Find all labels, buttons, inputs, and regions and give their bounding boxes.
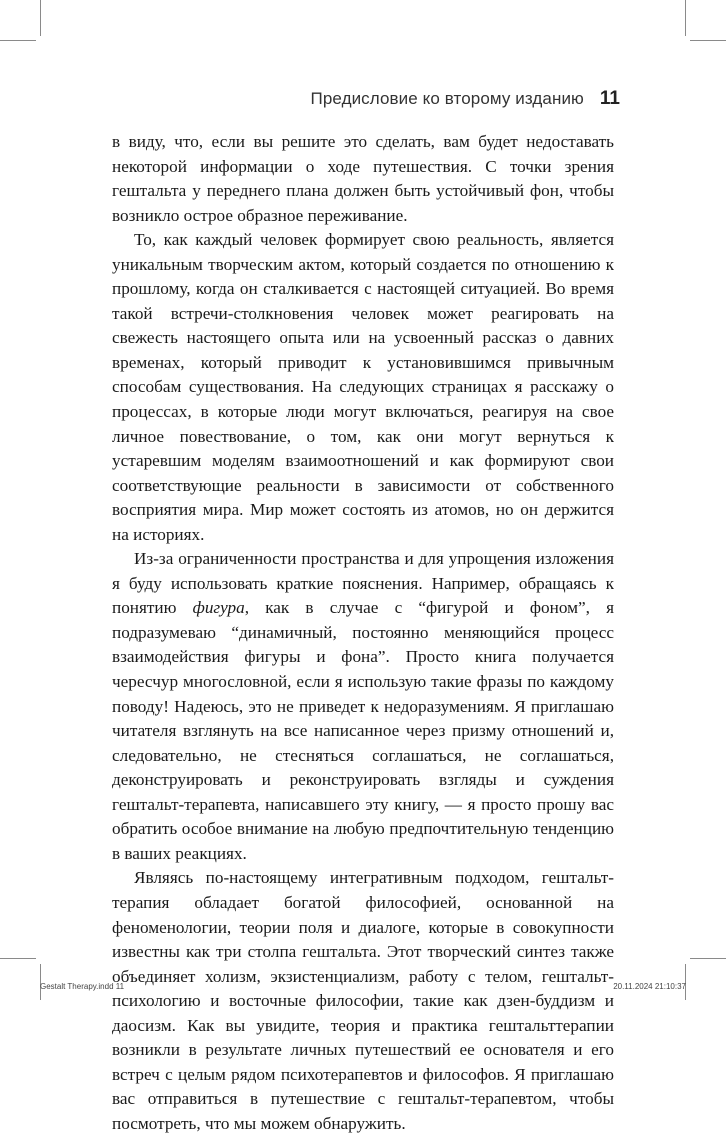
print-slug-timestamp: 20.11.2024 21:10:37 — [613, 982, 686, 991]
crop-mark-top-right — [685, 0, 686, 36]
print-slug-file: Gestalt Therapy.indd 11 — [40, 982, 125, 991]
paragraph-4: Являясь по-настоящему интегративным подходом, гештальт-терапия обладает богатой философией, основанной на феноменологии, теории поля и диалоге, которые в совокупности известны как три столпа гештальта. Этот творческий синтез также объединяет холизм, экзистенциализм, работу с телом, гештальт-психологию и восточные философии, такие как дзен-буддизм и даосизм. Как вы увидите, теория и практика гештальттерапии возникли в результате личных путешествий ее основателя и его встреч с целым рядом психотерапевтов и философов. Я приглашаю вас отправиться в путешествие с гештальт-терапевтом, чтобы посмотреть, что мы можем обнаружить. — [112, 868, 614, 1133]
running-header — [100, 88, 620, 110]
crop-mark-right-bottom — [690, 958, 726, 959]
running-header-title: Предисловие ко второму изданию — [310, 89, 584, 108]
term-figure: фигура — [192, 598, 245, 618]
paragraph-3-rest: , как в случае с “фигурой и фоном”, я подразумеваю “динамичный, постоянно меняющийся процесс взаимодействия фигуры и фона”. Просто книга получается чересчур многословной, если я использую такие фразы по каждому поводу! Надеюсь, это не приведет к недоразумениям. Я приглашаю читателя взглянуть на все написанное через призму отношений и, следовательно, не стесняться соглашаться, не соглашаться, деконструировать и реконструировать взгляды и суждения гештальт-терапевта, написавшего эту книгу, — я просто прошу вас обратить особое внимание на любую предпочтительную тенденцию в ваших реакциях. — [112, 598, 614, 863]
crop-mark-left-top — [0, 40, 36, 41]
print-slug — [40, 982, 686, 991]
paragraph-2: То, как каждый человек формирует свою реальность, является уникальным творческим актом, который создается по отношению к прошлому, когда он сталкивается с настоящей ситуацией. Во время такой встречи-столкновения человек может реагировать на свежесть настоящего опыта или на усвоенный рассказ о давних временах, который приводит к установившимся привычным способам существования. На следующих страницах я расскажу о процессах, в которые люди могут включаться, реагируя на свое личное повествование, о том, как они могут вернуться к устаревшим моделям взаимоотношений и как формируют свои соответствующие реальности в зависимости от собственного восприятия мира. Мир может состоять из атомов, но он держится на историях. — [112, 230, 614, 544]
page-number: 11 — [599, 88, 620, 109]
crop-mark-top-left — [40, 0, 41, 36]
paragraph-1: в виду, что, если вы решите это сделать, вам будет недоставать некоторой информации о ходе путешествия. С точки зрения гештальта у переднего плана должен быть устойчивый фон, чтобы возникло острое образное переживание. — [112, 132, 614, 225]
crop-mark-left-bottom — [0, 958, 36, 959]
crop-mark-right-top — [690, 40, 726, 41]
paragraph-3-start: Из-за ограниченности пространства и для упрощения изложения я буду использовать краткие пояснения. Например, обращаясь к понятию — [112, 549, 614, 618]
paragraph-3 — [112, 547, 614, 866]
